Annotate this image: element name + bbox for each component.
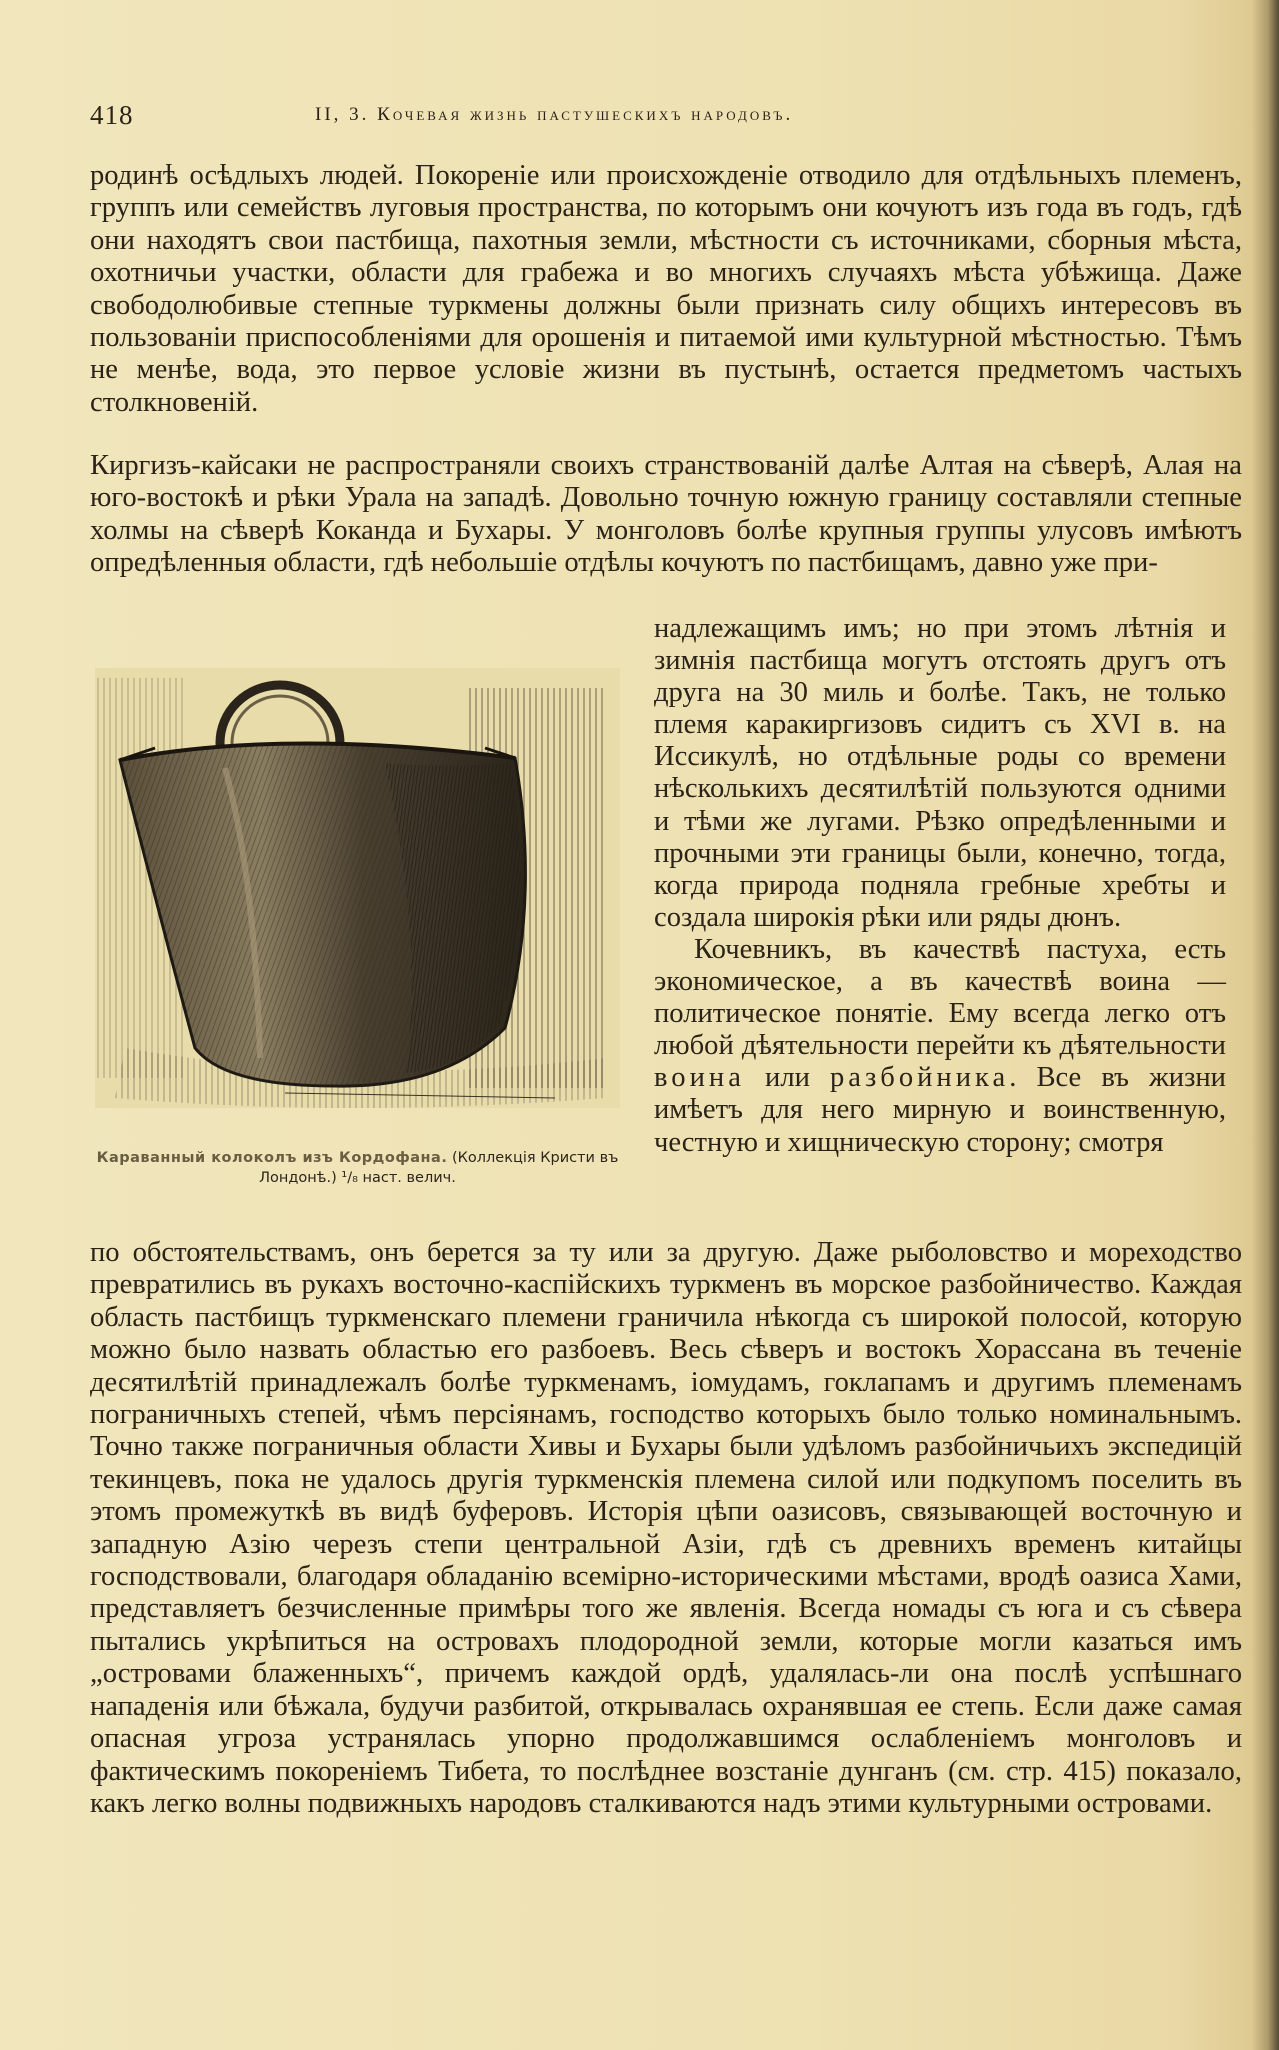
word-ili: или — [765, 1062, 810, 1094]
paragraph-1: родинѣ осѣдлыхъ людей. Покореніе или происхожденіе отводило для отдѣльныхъ племенъ, группъ или семействъ луговыя пространства, по которымъ они кочуютъ изъ года въ годъ, гдѣ они находятъ свои пастбища, пахотныя земли, мѣстности съ источниками, сборныя мѣста, охотничьи участки, области для грабежа и во многихъ случаяхъ мѣста убѣжища. Даже свободолюбивые степные туркмены должны были признать силу общихъ интересовъ въ пользованіи приспособленіями для орошенія и питаемой ими культурной мѣстностью. Тѣмъ не менѣе, вода, это первое условіе жизни въ пустынѣ, остается предметомъ частыхъ столкновеній. — [90, 160, 1242, 418]
bell-illustration — [85, 648, 630, 1208]
side-column — [654, 613, 1226, 1159]
paragraph-3-rest: . Все въ жизни имѣетъ для него мирную и воинственную, честную и хищническую сторону; смотря — [654, 1062, 1226, 1158]
page-edge-shadow — [1251, 0, 1279, 2050]
running-title: II, 3. Кочевая жизнь пастушескихъ народовъ. — [315, 104, 794, 125]
emphasis-voina: воина — [654, 1062, 745, 1094]
caption-details: (Коллекція Кристи въ Лондонѣ.) ¹/₈ наст. велич. — [259, 1150, 619, 1186]
caravan-bell-engraving — [85, 648, 630, 1143]
page-number: 418 — [90, 100, 134, 130]
page-header — [90, 100, 1220, 136]
paragraph-3-start: Кочевникъ, въ качествѣ пастуха, есть экономическое, а въ качествѣ воина — политическое понятіе. Ему всегда легко отъ любой дѣятельности перейти къ дѣятельности — [654, 933, 1226, 1062]
emphasis-razboinika: разбойника — [830, 1062, 1010, 1094]
paragraph-3 — [654, 934, 1226, 1159]
paragraph-2: Киргизъ-кайсаки не распространяли своихъ странствованій далѣе Алтая на сѣверѣ, Алая на юго-востокѣ и рѣки Урала на западѣ. Довольно точную южную границу составляли степные холмы на сѣверѣ Коканда и Бухары. У монголовъ болѣе крупныя группы улусовъ имѣютъ опредѣленныя области, гдѣ небольшіе отдѣлы кочуютъ по пастбищамъ, давно уже при- — [90, 450, 1242, 579]
paragraph-4: по обстоятельствамъ, онъ берется за ту или за другую. Даже рыболовство и мореходство превратились въ рукахъ восточно-каспійскихъ туркменъ въ морское разбойничество. Каждая область пастбищъ туркменскаго племени граничила нѣкогда съ широкой полосой, которую можно было назвать областью его разбоевъ. Весь сѣверъ и востокъ Хорассана въ теченіе десятилѣтій принадлежалъ болѣе туркменамъ, іомудамъ, гоклапамъ и другимъ племенамъ пограничныхъ степей, чѣмъ персіянамъ, господство которыхъ было только номинальнымъ. Точно также пограничныя области Хивы и Бухары были удѣломъ разбойничьихъ экспедицій текинцевъ, пока не удалось другія туркменскія племена силой или подкупомъ поселить въ этомъ промежуткѣ въ видѣ буферовъ. Исторія цѣпи оазисовъ, связывающей восточную и западную Азію черезъ степи центральной Азіи, гдѣ съ древнихъ временъ китайцы господствовали, благодаря обладанію всемірно-историческими мѣстами, вродѣ оазиса Хами, представляетъ безчисленные примѣры того же явленія. Всегда номады съ юга и съ сѣвера пытались укрѣпиться на островахъ плодородной земли, которые могли казаться имъ „островами блаженныхъ“, причемъ каждой ордѣ, удалялась-ли она послѣ успѣшнаго нападенія или бѣжала, будучи разбитой, открывалась охранявшая ее степь. Если даже самая опасная угроза устранялась упорно продолжавшимся ослабленіемъ монголовъ и фактическимъ покореніемъ Тибета, то послѣднее возстаніе дунганъ (см. стр. 415) показало, какъ легко волны подвижныхъ народовъ сталкиваются надъ этими культурными островами. — [90, 1237, 1242, 1819]
paragraph-2-continuation: надлежащимъ имъ; но при этомъ лѣтнія и зимнія пастбища могутъ отстоять другъ отъ друга на 30 миль и болѣе. Такъ, не только племя каракиргизовъ сидитъ съ XVI в. на Иссикулѣ, но отдѣльные роды со времени нѣсколькихъ десятилѣтій пользуются одними и тѣми же лугами. Рѣзко опредѣленными и прочными эти границы были, конечно, тогда, когда природа подняла гребные хребты и создала широкія рѣки или ряды дюнъ. — [654, 613, 1226, 933]
caption-title: Караванный колоколъ изъ Кордофана. — [96, 1150, 448, 1166]
figure-caption — [85, 1148, 630, 1188]
